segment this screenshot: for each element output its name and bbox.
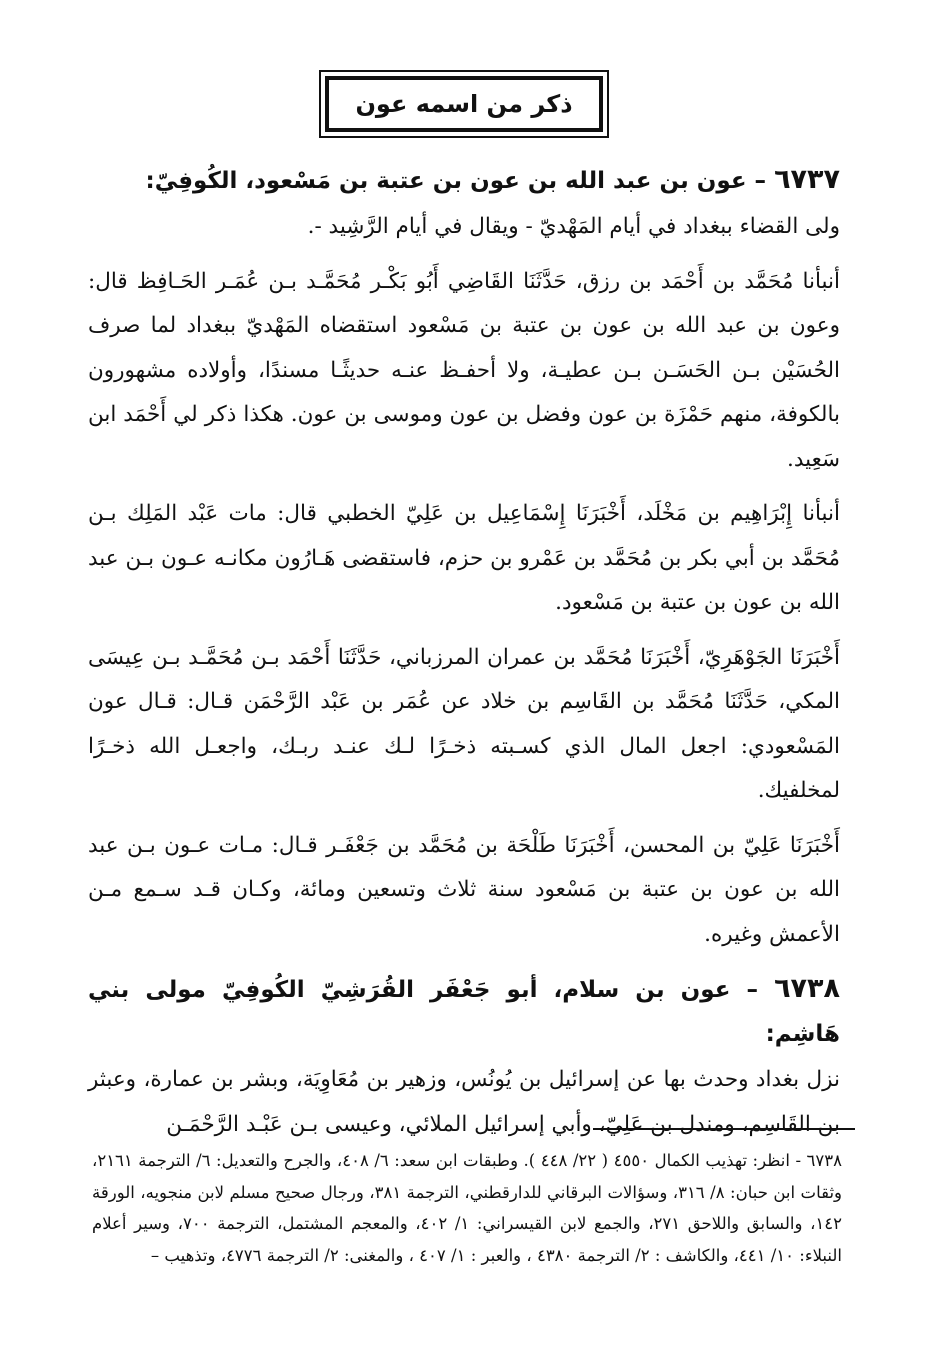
entry-number: ٦٧٣٨: [774, 973, 840, 1004]
entry-heading-6738: [88, 967, 840, 1056]
section-title: ذكر من اسمه عون: [325, 76, 602, 132]
paragraph: أنبأنا إِبْرَاهِيم بن مَخْلَد، أَخْبَرَنَا إِسْمَاعِيل بن عَلِيّ الخطبي قال: مات عَبْد المَلِك بـن مُحَمَّد بن أبي بكر بن مُحَمَّد بن عَمْرو بن حزم، فاستقضى هَـارُون مكانـه عـون بـن عبد الله بن عون بن عتبة بن مَسْعود.: [88, 501, 840, 615]
page-body: [88, 70, 840, 1157]
entry-number: ٦٧٣٧: [774, 164, 840, 195]
entry-heading-text: – عون بن عبد الله بن عون بن عتبة بن مَسْعود، الكُوفِيّ:: [145, 168, 767, 194]
paragraph: نزل بغداد وحدث بها عن إسرائيل بن يُونُس، وزهير بن مُعَاوِيَة، وبشر بن عمارة، وعبثر بن القَاسِم، ومندل بن عَلِيّ، وأبي إسرائيل الملائي، وعيسى بـن عَبْـد الرَّحْمَـن: [88, 1067, 840, 1137]
paragraph: أَخْبَرَنَا الجَوْهَرِيّ، أَخْبَرَنَا مُحَمَّد بن عمران المرزباني، حَدَّثَنَا أَحْمَد بـن مُحَمَّـد بـن عِيسَى المكي، حَدَّثَنَا مُحَمَّد بن القَاسِم بن خلاد عن عُمَر بن عَبْد الرَّحْمَن قـال: قـال عون المَسْعودي: اجعل المال الذي كسـبته ذخـرًا لـك عنـد ربـك، واجعـل الله ذخـرًا لمخلفيك.: [88, 644, 840, 803]
entry-heading-text: – عون بن سلام، أبو جَعْفَر القُرَشِيّ الكُوفِيّ مولى بني هَاشِم:: [88, 977, 840, 1047]
section-title-frame: [319, 70, 608, 138]
entry-heading-6737: [88, 158, 840, 203]
paragraph: أَخْبَرَنَا عَلِيّ بن المحسن، أَخْبَرَنَا طَلْحَة بن مُحَمَّد بن جَعْفَـر قـال: مـات عـون بـن عبد الله بن عون بن عتبة بن مَسْعود سنة ثلاث وتسعين ومائة، وكـان قـد سـمع مـن الأعمش وغيره.: [88, 832, 840, 947]
footnote: ٦٧٣٨ - انظر: تهذيب الكمال ٤٥٥٠ ( ٢٢/ ٤٤٨ ). وطبقات ابن سعد: ٦/ ٤٠٨، والجرح والتعديل: ٦/ الترجمة ٢١٦١، وثقات ابن حبان: ٨/ ٣١٦، وسؤالات البرقاني للدارقطني، الترجمة ٣٨١، ورجال صحيح مسلم لابن منجويه، الورقة ١٤٢، والسابق واللاحق ٢٧١، والجمع لابن القيسراني: ١/ ٤٠٢، والمعجم المشتمل، الترجمة ٧٠٠، وسير أعلام النبلاء: ١٠/ ٤٤١، والكاشف : ٢/ الترجمة ٤٣٨٠ ، والعبر : ١/ ٤٠٧ ، والمغنى: ٢/ الترجمة ٤٧٧٦، وتذهيب –: [92, 1151, 843, 1265]
paragraph: ولى القضاء ببغداد في أيام المَهْديّ - ويقال في أيام الرَّشِيد -.: [307, 214, 840, 239]
footnote-divider: [593, 1128, 855, 1130]
section-title-wrap: [88, 70, 840, 138]
paragraph: أنبأنا مُحَمَّد بن أَحْمَد بن رزق، حَدَّثَنَا القَاضِي أَبُو بَكْـر مُحَمَّـد بـن عُمَـر الحَـافِظ قال: وعون بن عبد الله بن عون بن عتبة بن مَسْعود استقضاه المَهْديّ ببغداد لما صرف الحُسَيْن بـن الحَسَـن بـن عطيـة، ولا أحفـظ عنـه حديثًـا مسندًا، وأولاده مشهورون بالكوفة، منهم حَمْزَة بن عون وفضل بن عون وموسى بن عون. هكذا ذكر لي أَحْمَد ابن سَعِيد.: [88, 268, 840, 472]
